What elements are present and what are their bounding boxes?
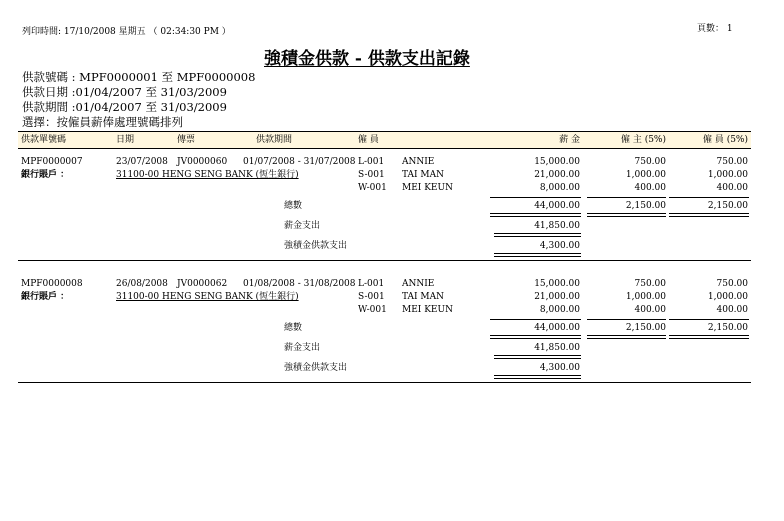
mpf-out-label: 強積金供款支出 [284, 363, 348, 373]
report-title: 強積金供款 - 供款支出記錄 [264, 49, 470, 69]
bank-account-link[interactable]: 31100-00 HENG SENG BANK (恆生銀行) [116, 292, 299, 302]
salary-amount: 8,000.00 [539, 305, 580, 315]
filter-contribution-period: 供款期間 :01/04/2007 至 31/03/2009 [22, 100, 227, 114]
total-salary: 44,000.00 [534, 201, 580, 211]
col-contribution-no: 供款單號碼 [21, 135, 67, 145]
group-voucher: JV0000060 [177, 157, 228, 167]
group-date: 26/08/2008 [116, 279, 168, 289]
total-employee: 2,150.00 [707, 323, 748, 333]
subtotal-line [587, 197, 666, 198]
col-employer-5pct: 僱 主 (5%) [620, 135, 666, 145]
subtotal-line [587, 319, 666, 320]
total-double-line [669, 213, 749, 217]
mpf-out-amount: 4,300.00 [539, 363, 580, 373]
filter-contribution-no: 供款號碼 : MPF0000001 至 MPF0000008 [22, 70, 256, 84]
print-time-label: 列印時間 [22, 27, 59, 37]
salary-amount: 8,000.00 [539, 183, 580, 193]
employee-amount: 750.00 [716, 279, 748, 289]
group-period: 01/07/2008 - 31/07/2008 [243, 157, 356, 167]
employer-amount: 750.00 [634, 157, 666, 167]
total-employer: 2,150.00 [625, 201, 666, 211]
employee-name: MEI KEUN [402, 183, 453, 193]
total-double-line [669, 335, 749, 339]
employer-amount: 750.00 [634, 279, 666, 289]
salary-out-double-line [494, 233, 581, 237]
employee-code: S-001 [358, 292, 385, 302]
total-double-line [490, 335, 581, 339]
employee-name: ANNIE [402, 279, 435, 289]
employee-amount: 1,000.00 [707, 170, 748, 180]
total-label: 總數 [284, 201, 303, 211]
col-employee-5pct: 僱 員 (5%) [702, 135, 748, 145]
employer-amount: 1,000.00 [625, 292, 666, 302]
total-employee: 2,150.00 [707, 201, 748, 211]
employee-code: W-001 [358, 183, 387, 193]
salary-out-label: 薪金支出 [284, 221, 321, 231]
bank-account-link[interactable]: 31100-00 HENG SENG BANK (恆生銀行) [116, 170, 299, 180]
bank-account-label: 銀行賬戶 ： [21, 292, 70, 302]
employer-amount: 400.00 [634, 183, 666, 193]
mpf-out-double-line [494, 375, 581, 379]
group-contribution-no: MPF0000008 [21, 279, 83, 289]
group-voucher: JV0000062 [177, 279, 228, 289]
page-number: 頁數： 1 [697, 24, 733, 34]
print-time-value: : 17/10/2008 星期五 （ 02:34:30 PM ） [58, 27, 231, 37]
mpf-out-double-line [494, 253, 581, 257]
filter-sort-order: 選擇：按僱員薪俸處理號碼排列 [22, 115, 183, 129]
group-separator [18, 382, 751, 383]
total-employer: 2,150.00 [625, 323, 666, 333]
salary-amount: 15,000.00 [534, 279, 580, 289]
employee-amount: 400.00 [716, 305, 748, 315]
salary-amount: 15,000.00 [534, 157, 580, 167]
group-date: 23/07/2008 [116, 157, 168, 167]
employee-code: L-001 [358, 279, 385, 289]
total-salary: 44,000.00 [534, 323, 580, 333]
salary-out-amount: 41,850.00 [534, 221, 580, 231]
employee-code: L-001 [358, 157, 385, 167]
employee-name: MEI KEUN [402, 305, 453, 315]
filter-contribution-date: 供款日期 :01/04/2007 至 31/03/2009 [22, 85, 227, 99]
employee-amount: 750.00 [716, 157, 748, 167]
employee-name: ANNIE [402, 157, 435, 167]
col-voucher: 傳票 [177, 135, 196, 145]
total-double-line [490, 213, 581, 217]
subtotal-line [669, 319, 749, 320]
subtotal-line [669, 197, 749, 198]
employee-name: TAI MAN [402, 170, 445, 180]
employee-name: TAI MAN [402, 292, 445, 302]
mpf-out-label: 強積金供款支出 [284, 241, 348, 251]
col-employee: 僱 員 [358, 135, 379, 145]
subtotal-line [490, 319, 581, 320]
employee-code: S-001 [358, 170, 385, 180]
total-label: 總數 [284, 323, 303, 333]
employer-amount: 400.00 [634, 305, 666, 315]
bank-account-label: 銀行賬戶 ： [21, 170, 70, 180]
col-date: 日期 [116, 135, 135, 145]
salary-out-double-line [494, 355, 581, 359]
employer-amount: 1,000.00 [625, 170, 666, 180]
group-separator [18, 260, 751, 261]
salary-amount: 21,000.00 [534, 292, 580, 302]
salary-out-amount: 41,850.00 [534, 343, 580, 353]
col-salary: 薪 金 [559, 135, 580, 145]
total-double-line [587, 213, 666, 217]
mpf-out-amount: 4,300.00 [539, 241, 580, 251]
total-double-line [587, 335, 666, 339]
subtotal-line [490, 197, 581, 198]
salary-amount: 21,000.00 [534, 170, 580, 180]
employee-amount: 1,000.00 [707, 292, 748, 302]
employee-amount: 400.00 [716, 183, 748, 193]
employee-code: W-001 [358, 305, 387, 315]
group-period: 01/08/2008 - 31/08/2008 [243, 279, 356, 289]
print-time [22, 27, 231, 38]
group-contribution-no: MPF0000007 [21, 157, 83, 167]
salary-out-label: 薪金支出 [284, 343, 321, 353]
col-period: 供款期間 [256, 135, 293, 145]
